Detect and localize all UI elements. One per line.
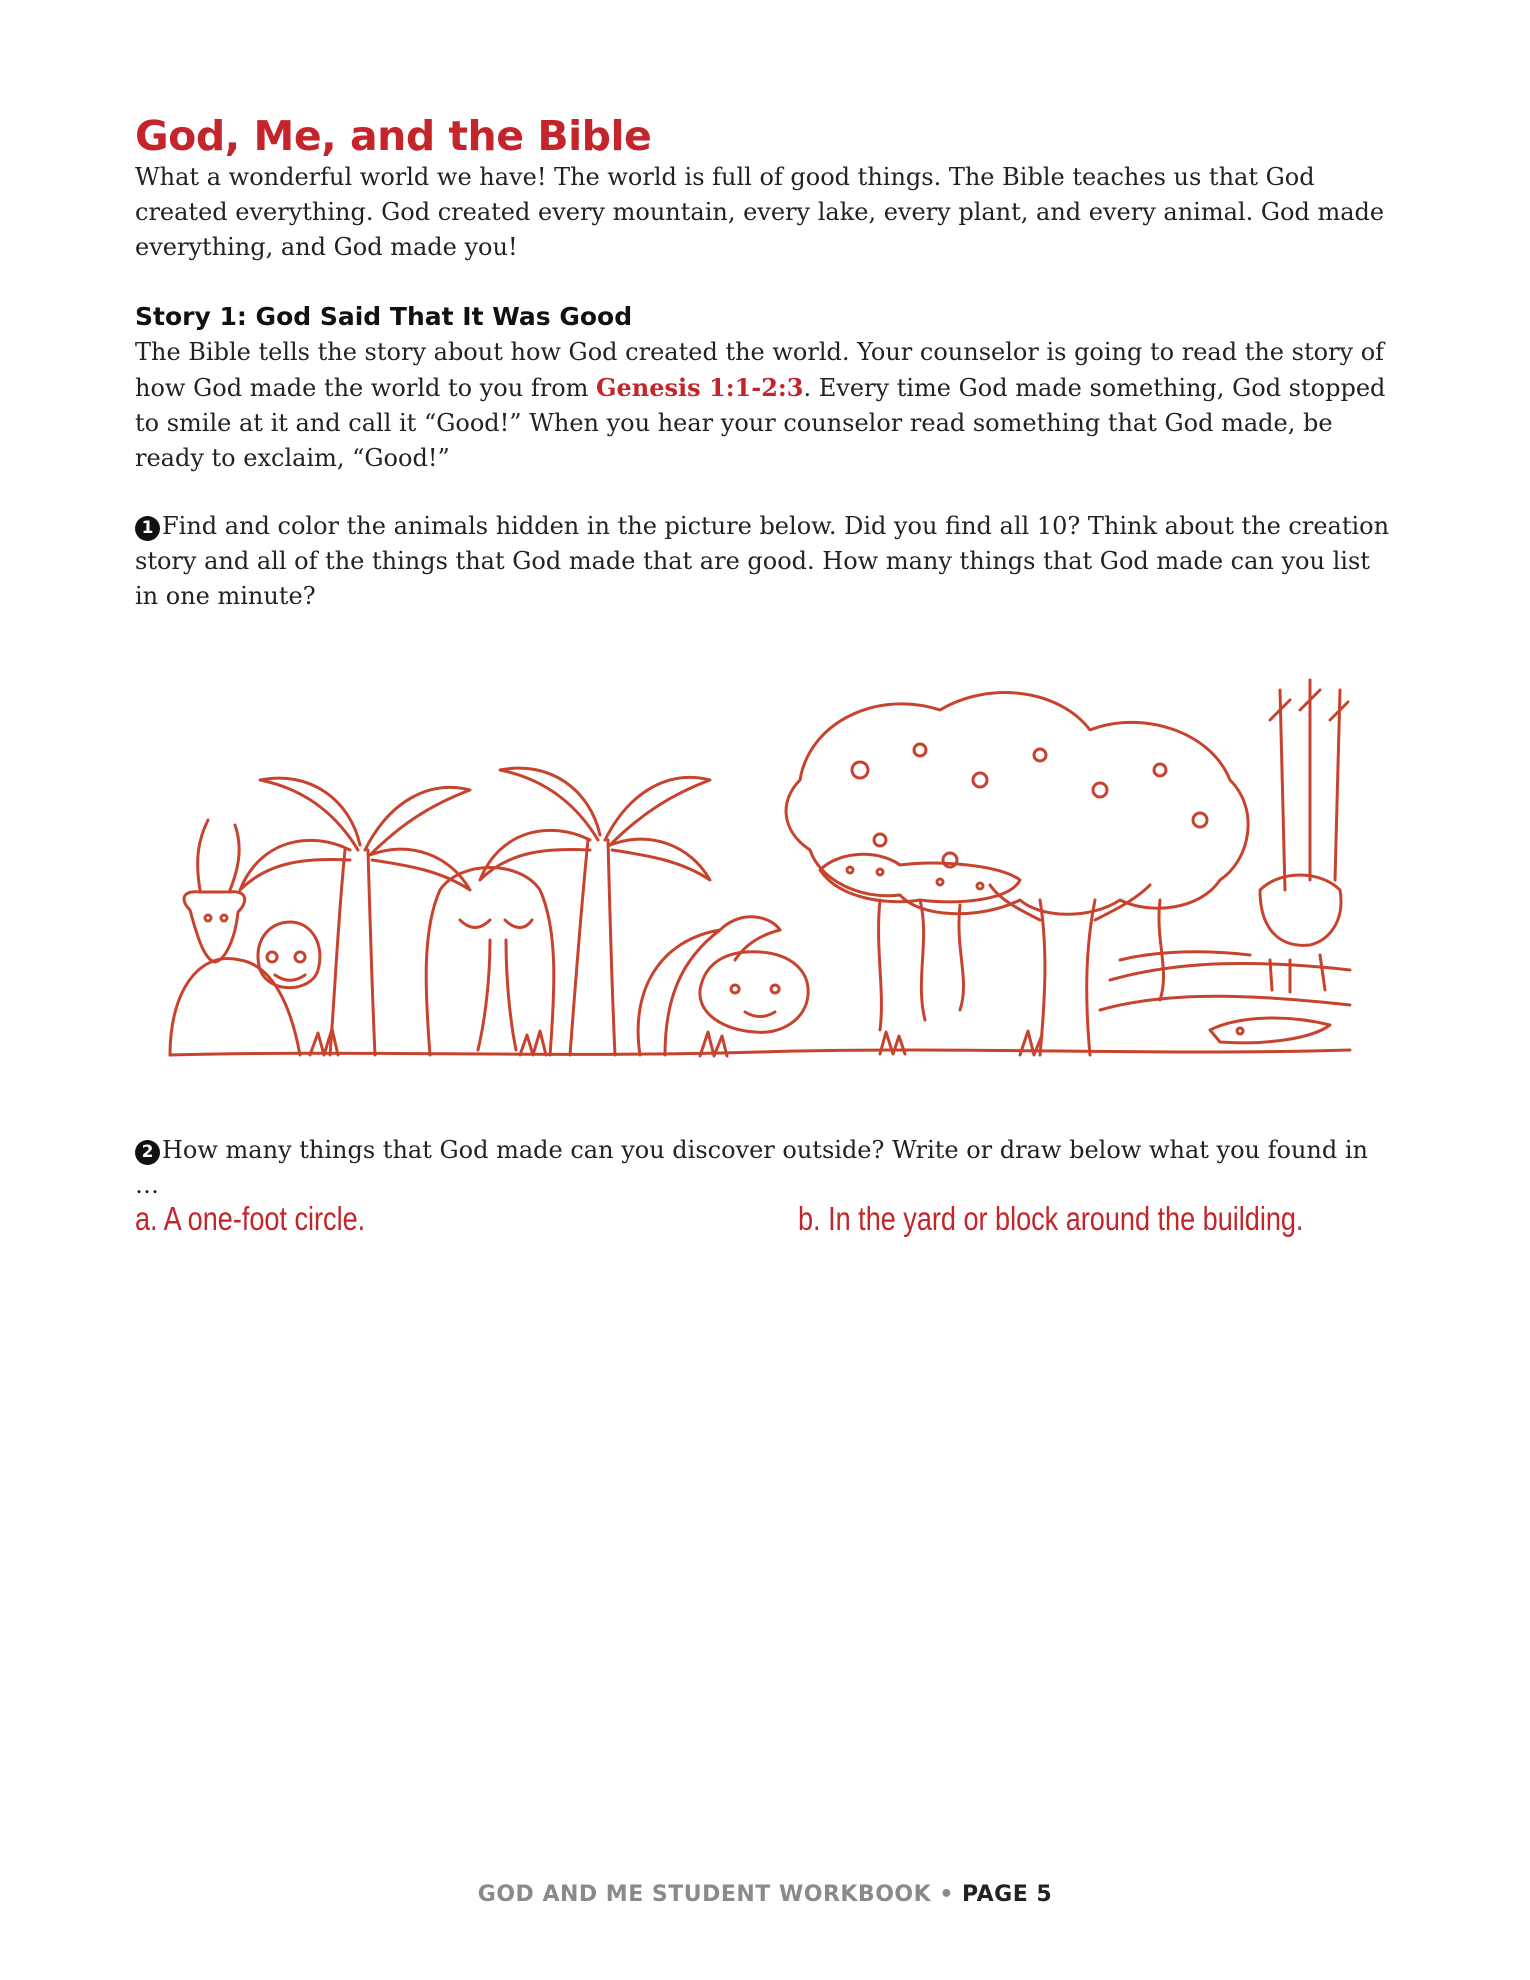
- tree-trunk: [990, 885, 1150, 1055]
- page-number: PAGE 5: [962, 1882, 1053, 1907]
- warthog-icon: [700, 952, 808, 1033]
- prompt-b: b. In the yard or block around the building.: [798, 1200, 1304, 1237]
- page-title: God, Me, and the Bible: [135, 112, 652, 160]
- question-1-text: Find and color the animals hidden in the picture below. Did you find all 10? Think about the creation story and all of the things that God made that are good. How many things that God made can you list in one minute?: [135, 512, 1390, 610]
- ground-line: [170, 1050, 1350, 1055]
- story-text-before: The Bible tells the story about how God created the world. Your counselor is going to read the story of how God made the world to you from: [135, 338, 1385, 402]
- footer-separator: •: [931, 1882, 963, 1907]
- grass-tufts: [310, 1029, 1042, 1056]
- story-paragraph: [135, 335, 1395, 476]
- question-1: [135, 509, 1395, 614]
- question-2-number-badge: 2: [135, 1140, 160, 1165]
- question-2: [135, 1133, 1395, 1203]
- rock-left: [170, 958, 300, 1055]
- leopard-icon: [820, 854, 1020, 901]
- elephant-icon: [426, 868, 554, 1056]
- jungle-illustration: [160, 660, 1360, 1080]
- prompt-a: a. A one-foot circle.: [135, 1200, 366, 1237]
- story-heading: Story 1: God Said That It Was Good: [135, 302, 633, 331]
- scripture-reference: Genesis 1:1-2:3: [596, 373, 804, 402]
- palm-tree-2: [480, 768, 710, 1055]
- story-text-after: . Every time God made something, God stopped to smile at it and call it “Good!” When you hear your counselor read something that God made, be ready to exclaim, “Good!”: [135, 374, 1386, 472]
- intro-paragraph: What a wonderful world we have! The world is full of good things. The Bible teaches us that God created everything. God created every mountain, every lake, every plant, and every animal. God made everything, and God made you!: [135, 163, 1385, 261]
- antelope-icon: [184, 820, 245, 962]
- footer-title: GOD AND ME STUDENT WORKBOOK: [477, 1882, 932, 1907]
- river: [1100, 952, 1350, 1010]
- deer-icon: [1260, 875, 1341, 992]
- question-2-text: How many things that God made can you discover outside? Write or draw below what you found in …: [135, 1136, 1368, 1199]
- palm-tree-1: [240, 778, 470, 1055]
- tree-canopy: [786, 693, 1248, 915]
- hanging-vines: [879, 900, 1164, 1030]
- page-footer: [0, 1882, 1530, 1907]
- crocodile-icon: [1210, 1018, 1330, 1043]
- question-1-number-badge: 1: [135, 516, 160, 541]
- monkey-icon: [258, 922, 320, 988]
- right-trees: [1270, 680, 1348, 890]
